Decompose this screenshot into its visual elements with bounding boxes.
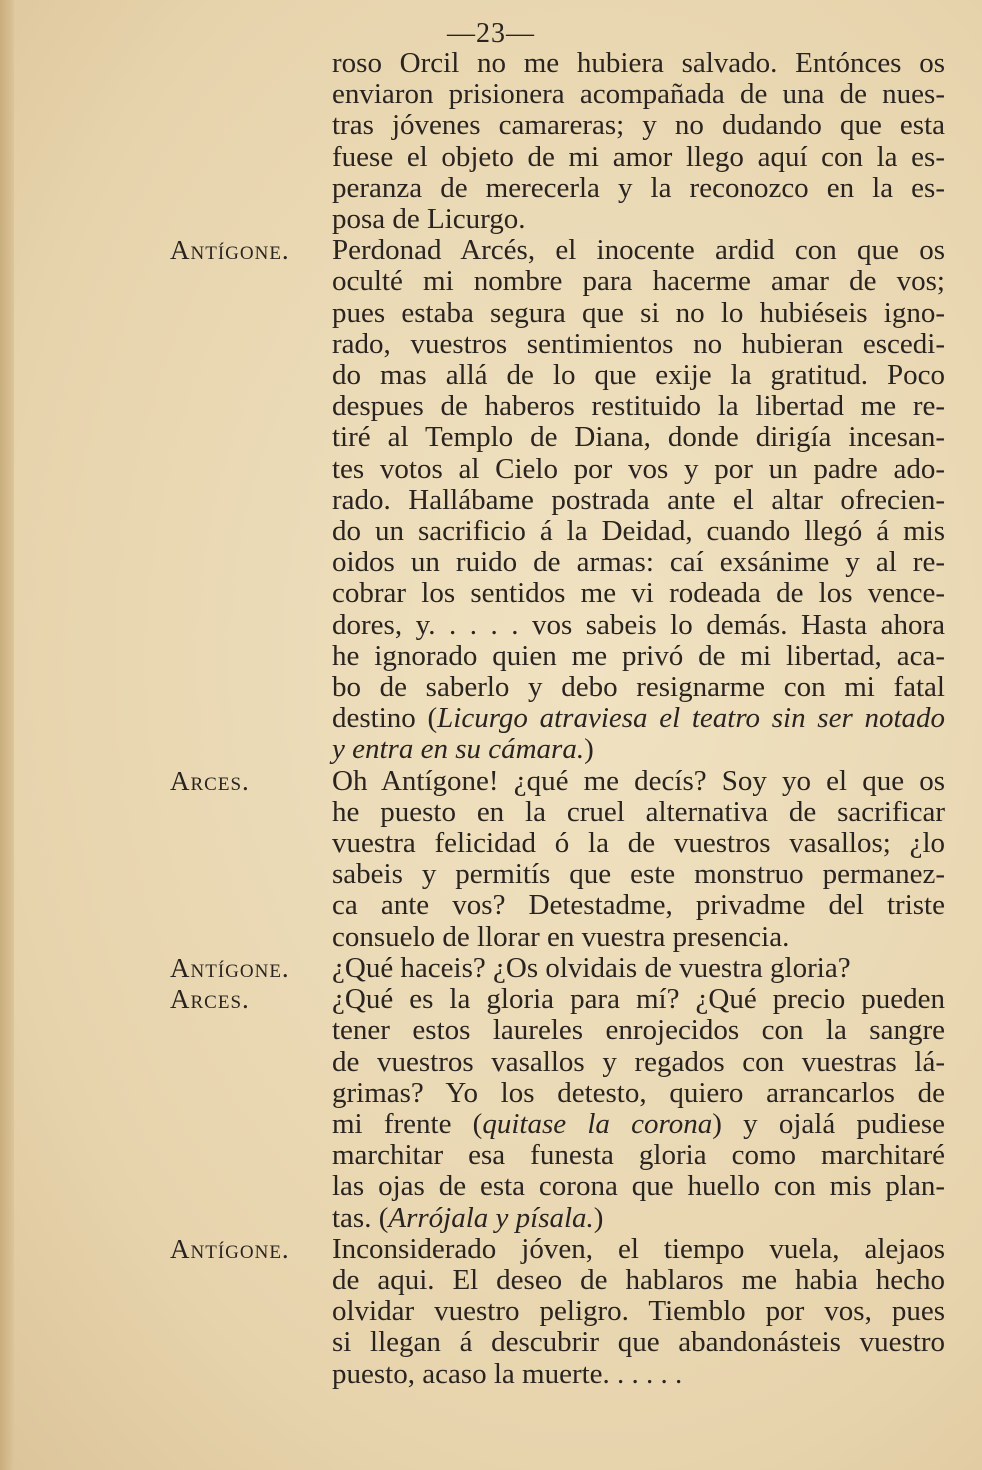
speaker-name: Arces. <box>170 984 250 1015</box>
text-line: marchitar esa funesta gloria como marchitaré <box>332 1139 945 1172</box>
speaker-name: Antígone. <box>170 1233 290 1264</box>
text-line: rado. Hallábame postrada ante el altar ofrecien- <box>332 483 945 516</box>
text-line: de aqui. El deseo de hablaros me habia hecho <box>332 1263 945 1296</box>
speech-antigone-2 <box>170 953 945 984</box>
text-line: rado, vuestros sentimientos no hubieran escedi- <box>332 327 945 360</box>
text-line <box>332 703 945 734</box>
speaker-name: Antígone. <box>170 952 290 983</box>
text-line: bo de saberlo y debo resignarme con mi fatal <box>332 671 945 704</box>
speech-arces-1 <box>170 766 945 953</box>
speech-arces-2 <box>170 984 945 1234</box>
text-line: he puesto en la cruel alternativa de sacrificar <box>332 795 945 828</box>
speech-antigone-3 <box>170 1234 945 1390</box>
text-line: oculté mi nombre para hacerme amar de vos; <box>332 265 945 298</box>
stage-direction: Arrójala y písala. <box>388 1201 594 1234</box>
text-line: dores, y. . . . . vos sabeis lo demás. Hasta ahora <box>332 608 945 641</box>
page-text <box>170 48 945 1390</box>
text-fragment: mi frente ( <box>332 1107 483 1140</box>
text-line: vuestra felicidad ó la de vuestros vasallos; ¿lo <box>332 827 945 860</box>
speech-text <box>332 1234 945 1390</box>
text-line: Perdonad Arcés, el inocente ardid con que os <box>332 234 945 267</box>
text-line: ca ante vos? Detestadme, privadme del triste <box>332 889 945 922</box>
stage-direction: quitase la corona <box>482 1107 713 1140</box>
text-line: olvidar vuestro peligro. Tiemblo por vos, pues <box>332 1295 945 1328</box>
continued-speech <box>170 48 945 235</box>
text-line <box>332 1109 945 1140</box>
text-line <box>332 734 945 765</box>
text-line: si llegan á descubrir que abandonásteis vuestro <box>332 1326 945 1359</box>
speech-text <box>332 766 945 953</box>
stage-direction: y entra en su cámara. <box>332 733 585 766</box>
text-line: sabeis y permitís que este monstruo permanez- <box>332 858 945 891</box>
speaker-name: Arces. <box>170 765 250 796</box>
text-fragment: tas. ( <box>332 1201 389 1234</box>
speech-antigone-1 <box>170 235 945 765</box>
text-line: grimas? Yo los detesto, quiero arrancarlos de <box>332 1076 945 1109</box>
text-fragment: ) y ojalá pudiese <box>712 1107 945 1140</box>
text-line: peranza de merecerla y la reconozco en la es- <box>332 171 945 204</box>
text-line: roso Orcil no me hubiera salvado. Entónces os <box>332 47 945 79</box>
text-line: do mas allá de lo que exije la gratitud. Poco <box>332 359 945 392</box>
page-number: —23— <box>447 18 535 49</box>
text-line: Oh Antígone! ¿qué me decís? Soy yo el que os <box>332 764 945 797</box>
speech-text <box>332 953 945 984</box>
text-line: he ignorado quien me privó de mi libertad, aca- <box>332 639 945 672</box>
text-line: tiré al Templo de Diana, donde dirigía incesan- <box>332 421 945 454</box>
text-line: do un sacrificio á la Deidad, cuando llegó á mis <box>332 515 945 548</box>
text-fragment: ) <box>584 733 594 766</box>
text-line: Inconsiderado jóven, el tiempo vuela, alejaos <box>332 1232 945 1265</box>
text-line: consuelo de llorar en vuestra presencia. <box>332 920 790 953</box>
stage-direction: Licurgo atraviesa el teatro sin ser notado <box>437 702 945 735</box>
speech-text <box>332 235 945 765</box>
text-line: las ojas de esta corona que huello con mis plan- <box>332 1170 945 1203</box>
text-line: tes votos al Cielo por vos y por un padre ado- <box>332 452 945 485</box>
text-line: tener estos laureles enrojecidos con la sangre <box>332 1014 945 1047</box>
text-line: ¿Qué haceis? ¿Os olvidais de vuestra gloria? <box>332 951 851 984</box>
speech-text <box>332 984 945 1234</box>
page-edge <box>0 0 14 1470</box>
text-line: posa de Licurgo. <box>332 203 526 236</box>
text-line <box>332 1203 945 1234</box>
text-line: ¿Qué es la gloria para mí? ¿Qué precio pueden <box>332 983 945 1016</box>
text-fragment: ) <box>593 1201 604 1234</box>
text-line: oidos un ruido de armas: caí exsánime y al re- <box>332 546 945 579</box>
text-line: pues estaba segura que si no lo hubiéseis igno- <box>332 296 945 329</box>
text-line: puesto, acaso la muerte. . . . . . <box>332 1357 683 1390</box>
text-line: de vuestros vasallos y regados con vuestras lá- <box>332 1045 945 1078</box>
text-line: enviaron prisionera acompañada de una de nues- <box>332 78 945 111</box>
text-fragment: destino ( <box>332 702 438 735</box>
text-line: tras jóvenes camareras; y no dudando que esta <box>332 109 945 142</box>
text-line: fuese el objeto de mi amor llego aquí con la es- <box>332 140 945 173</box>
text-line: despues de haberos restituido la libertad me re- <box>332 390 945 423</box>
speaker-name: Antígone. <box>170 235 290 266</box>
text-line: cobrar los sentidos me vi rodeada de los vence- <box>332 577 945 610</box>
